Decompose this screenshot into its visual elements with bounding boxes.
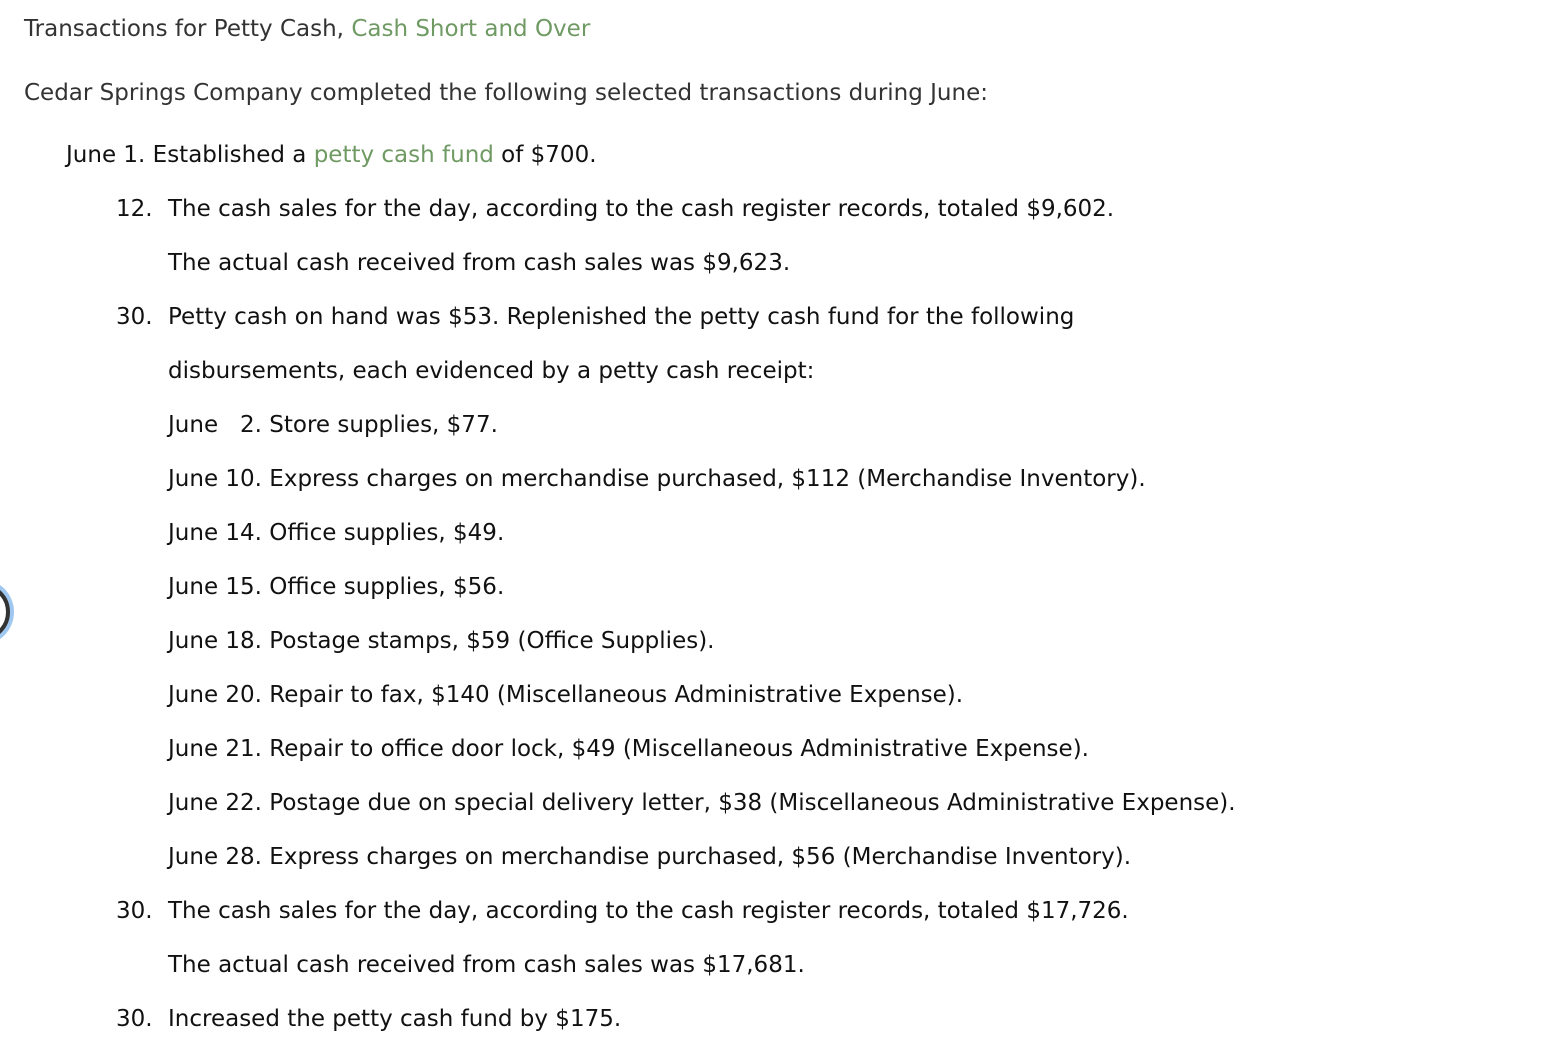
disbursement-date: June 10. xyxy=(168,466,262,492)
disbursement-text: Postage stamps, $59 (Office Supplies). xyxy=(269,628,715,654)
cash-short-and-over-link[interactable]: Cash Short and Over xyxy=(351,16,591,42)
disbursement-text: Office supplies, $56. xyxy=(269,574,505,600)
disbursement-item xyxy=(168,734,1089,764)
disbursement-text: Repair to fax, $140 (Miscellaneous Administrative Expense). xyxy=(269,682,964,708)
intro-text: Cedar Springs Company completed the following selected transactions during June: xyxy=(24,80,988,106)
transaction-june-30-line2: disbursements, each evidenced by a petty cash receipt: xyxy=(168,358,815,384)
transaction-label: June 1. xyxy=(66,142,146,168)
transaction-june-30-increase xyxy=(116,1004,153,1034)
transaction-june-12-line1: The cash sales for the day, according to the cash register records, totaled $9,602. xyxy=(168,196,1115,222)
disbursement-date: June 21. xyxy=(168,736,262,762)
transaction-label: 30. xyxy=(116,304,153,330)
side-nav-button[interactable] xyxy=(0,583,10,641)
disbursement-date: June 15. xyxy=(168,574,262,600)
transaction-june-12 xyxy=(116,194,153,224)
transaction-june-12-line2: The actual cash received from cash sales was $9,623. xyxy=(168,250,791,276)
disbursement-item xyxy=(168,842,1131,872)
transaction-june-30-sales xyxy=(116,896,153,926)
transaction-june-30-increase-line1: Increased the petty cash fund by $175. xyxy=(168,1006,622,1032)
disbursement-date: June 28. xyxy=(168,844,262,870)
transaction-text: Established a xyxy=(152,142,314,168)
transaction-label: 30. xyxy=(116,1006,153,1032)
disbursement-text: Express charges on merchandise purchased, $112 (Merchandise Inventory). xyxy=(269,466,1146,492)
transaction-text-end: of $700. xyxy=(493,142,597,168)
disbursement-date: June 18. xyxy=(168,628,262,654)
disbursement-item xyxy=(168,788,1236,818)
disbursement-item xyxy=(168,572,504,602)
transaction-label: 30. xyxy=(116,898,153,924)
disbursement-item xyxy=(168,680,963,710)
transaction-june-30-sales-line1: The cash sales for the day, according to the cash register records, totaled $17,726. xyxy=(168,898,1129,924)
disbursement-item xyxy=(168,626,714,656)
disbursement-date: June 20. xyxy=(168,682,262,708)
transaction-june-1 xyxy=(66,140,597,170)
disbursement-text: Postage due on special delivery letter, $38 (Miscellaneous Administrative Expense). xyxy=(269,790,1236,816)
disbursement-text: Express charges on merchandise purchased, $56 (Merchandise Inventory). xyxy=(269,844,1132,870)
disbursement-text: Store supplies, $77. xyxy=(269,412,498,438)
disbursement-date: June 14. xyxy=(168,520,262,546)
transaction-june-30-line1: Petty cash on hand was $53. Replenished the petty cash fund for the following xyxy=(168,304,1075,330)
disbursement-text: Repair to office door lock, $49 (Miscellaneous Administrative Expense). xyxy=(269,736,1089,762)
disbursement-date: June 22. xyxy=(168,790,262,816)
transaction-label: 12. xyxy=(116,196,153,222)
transaction-june-30-sales-line2: The actual cash received from cash sales was $17,681. xyxy=(168,952,805,978)
petty-cash-fund-link[interactable]: petty cash fund xyxy=(313,142,494,168)
disbursement-text: Office supplies, $49. xyxy=(269,520,505,546)
transaction-june-30-replenish xyxy=(116,302,153,332)
page-title-text: Transactions for Petty Cash, xyxy=(24,16,352,42)
disbursement-item xyxy=(168,464,1146,494)
disbursement-date: June 2. xyxy=(168,412,262,438)
disbursement-item xyxy=(168,410,498,440)
disbursement-item xyxy=(168,518,504,548)
page-title xyxy=(24,16,590,42)
